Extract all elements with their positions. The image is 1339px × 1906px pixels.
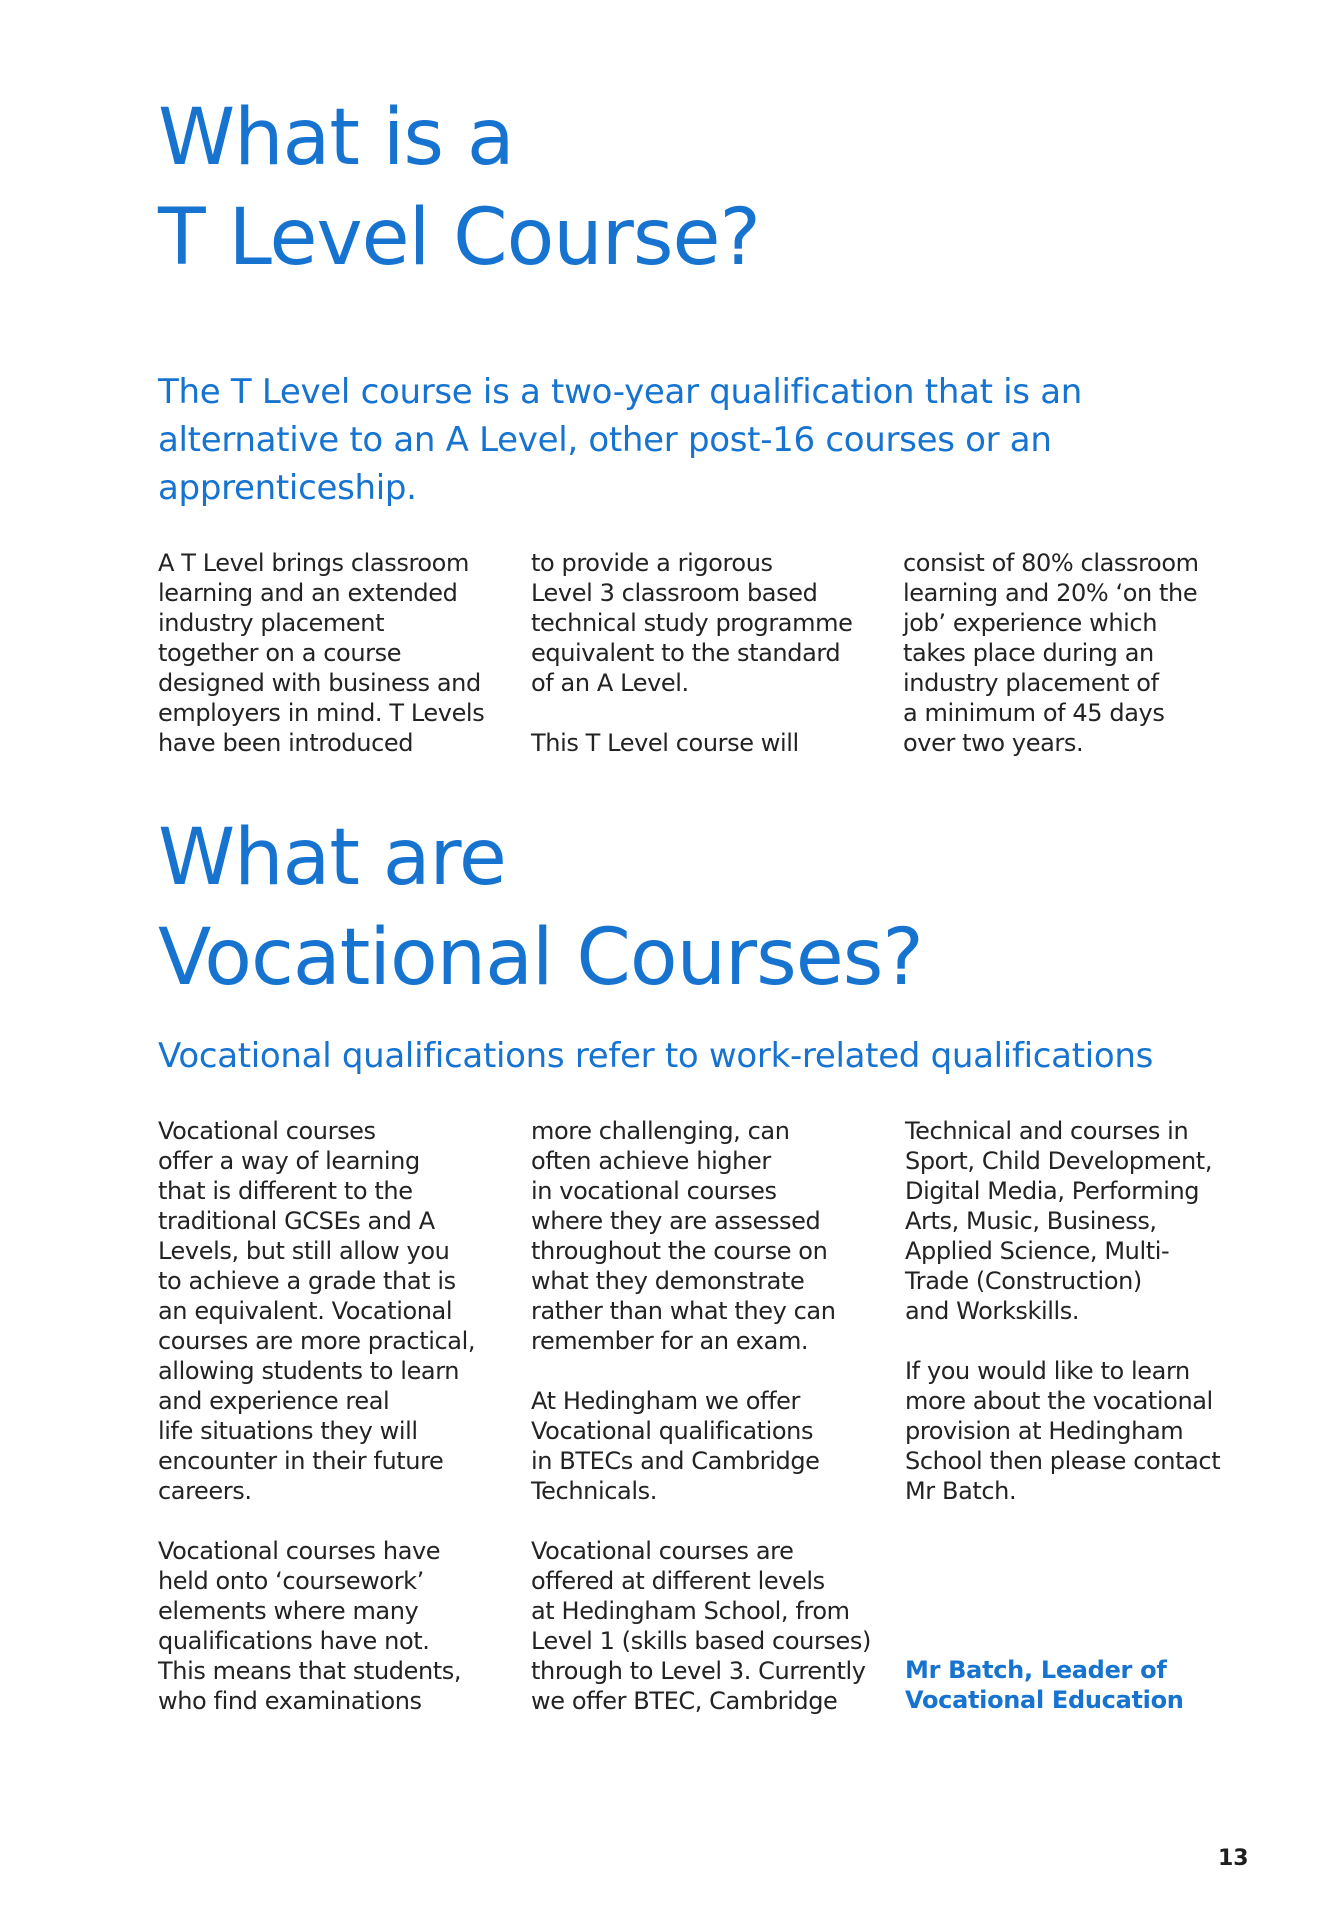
text-line: Vocational courses are [531, 1537, 794, 1565]
vocational-heading-line-2: Vocational Courses? [158, 913, 923, 1003]
text-line: provision at Hedingham [905, 1417, 1184, 1445]
tlevel-column-2 [531, 548, 881, 758]
text-line: remember for an exam. [531, 1327, 809, 1355]
text-line: School then please contact [905, 1447, 1221, 1475]
tlevel-column-1 [158, 548, 498, 758]
vocational-col1-para-1 [158, 1116, 498, 1506]
text-line: more about the vocational [905, 1387, 1213, 1415]
text-line: courses are more practical, [158, 1327, 476, 1355]
signature [905, 1655, 1184, 1715]
text-line: Vocational qualifications [531, 1417, 814, 1445]
vocational-col2-para-3 [531, 1536, 881, 1716]
text-line: allowing students to learn [158, 1357, 460, 1385]
tlevel-col1-para [158, 548, 498, 758]
vocational-col3-para-1 [905, 1116, 1265, 1326]
text-line: takes place during an [903, 639, 1154, 667]
text-line: rather than what they can [531, 1297, 836, 1325]
text-line: together on a course [158, 639, 402, 667]
text-line: to provide a rigorous [531, 549, 773, 577]
text-line: qualifications have not. [158, 1627, 430, 1655]
text-line: This T Level course will [531, 729, 799, 757]
text-line: Sport, Child Development, [905, 1147, 1213, 1175]
tlevel-col2-para-2 [531, 728, 881, 758]
text-line: job’ experience which [903, 609, 1158, 637]
tlevel-lead: The T Level course is a two-year qualification that is an alternative to an A Level, other post-16 courses or an apprenticeship. [158, 372, 1082, 508]
tlevel-col3-para [903, 548, 1243, 758]
text-line: encounter in their future [158, 1447, 444, 1475]
text-line: Technicals. [531, 1477, 657, 1505]
text-line: technical study programme [531, 609, 853, 637]
text-line: Technical and courses in [905, 1117, 1189, 1145]
vocational-lead: Vocational qualifications refer to work-related qualifications [158, 1036, 1154, 1076]
tlevel-heading-line-2: T Level Course? [158, 193, 760, 283]
text-line: Vocational courses have [158, 1537, 441, 1565]
text-line: careers. [158, 1477, 252, 1505]
text-line: traditional GCSEs and A [158, 1207, 435, 1235]
text-line: industry placement of [903, 669, 1159, 697]
signature-line-2: Vocational Education [905, 1686, 1184, 1714]
text-line: an equivalent. Vocational [158, 1297, 453, 1325]
text-line: that is different to the [158, 1177, 413, 1205]
text-line: through to Level 3. Currently [531, 1657, 866, 1685]
tlevel-heading [158, 88, 760, 288]
signature-line-1: Mr Batch, Leader of [905, 1656, 1167, 1684]
text-line: over two years. [903, 729, 1084, 757]
text-line: Levels, but still allow you [158, 1237, 450, 1265]
tlevel-col2-para-1 [531, 548, 881, 698]
text-line: A T Level brings classroom [158, 549, 469, 577]
text-line: learning and 20% ‘on the [903, 579, 1198, 607]
text-line: Arts, Music, Business, [905, 1207, 1157, 1235]
text-line: and Workskills. [905, 1297, 1080, 1325]
text-line: designed with business and [158, 669, 481, 697]
text-line: equivalent to the standard [531, 639, 841, 667]
text-line: offer a way of learning [158, 1147, 420, 1175]
text-line: This means that students, [158, 1657, 462, 1685]
text-line: at Hedingham School, from [531, 1597, 850, 1625]
vocational-col2-para-2 [531, 1386, 881, 1506]
vocational-column-3 [905, 1116, 1265, 1506]
text-line: Mr Batch. [905, 1477, 1017, 1505]
text-line: where they are assessed [531, 1207, 821, 1235]
text-line: to achieve a grade that is [158, 1267, 456, 1295]
text-line: Level 3 classroom based [531, 579, 818, 607]
text-line: Digital Media, Performing [905, 1177, 1200, 1205]
vocational-column-2 [531, 1116, 881, 1716]
vocational-col3-para-2 [905, 1356, 1265, 1506]
text-line: what they demonstrate [531, 1267, 805, 1295]
text-line: in vocational courses [531, 1177, 777, 1205]
text-line: employers in mind. T Levels [158, 699, 485, 727]
text-line: throughout the course on [531, 1237, 828, 1265]
tlevel-heading-line-1: What is a [158, 93, 514, 183]
text-line: industry placement [158, 609, 385, 637]
vocational-col2-para-1 [531, 1116, 881, 1356]
page-number: 13 [1218, 1846, 1249, 1871]
text-line: Level 1 (skills based courses) [531, 1627, 871, 1655]
text-line: At Hedingham we offer [531, 1387, 800, 1415]
text-line: who find examinations [158, 1687, 422, 1715]
text-line: life situations they will [158, 1417, 418, 1445]
vocational-heading [158, 808, 923, 1008]
tlevel-column-3 [903, 548, 1243, 758]
text-line: have been introduced [158, 729, 414, 757]
text-line: consist of 80% classroom [903, 549, 1199, 577]
vocational-column-1 [158, 1116, 498, 1716]
vocational-heading-line-1: What are [158, 813, 506, 903]
text-line: more challenging, can [531, 1117, 790, 1145]
text-line: in BTECs and Cambridge [531, 1447, 820, 1475]
text-line: Applied Science, Multi- [905, 1237, 1170, 1265]
text-line: learning and an extended [158, 579, 458, 607]
text-line: and experience real [158, 1387, 390, 1415]
text-line: Trade (Construction) [905, 1267, 1142, 1295]
text-line: elements where many [158, 1597, 419, 1625]
text-line: If you would like to learn [905, 1357, 1190, 1385]
text-line: held onto ‘coursework’ [158, 1567, 424, 1595]
text-line: Vocational courses [158, 1117, 376, 1145]
text-line: of an A Level. [531, 669, 689, 697]
text-line: often achieve higher [531, 1147, 771, 1175]
text-line: we offer BTEC, Cambridge [531, 1687, 838, 1715]
text-line: offered at different levels [531, 1567, 825, 1595]
vocational-col1-para-2 [158, 1536, 498, 1716]
text-line: a minimum of 45 days [903, 699, 1165, 727]
